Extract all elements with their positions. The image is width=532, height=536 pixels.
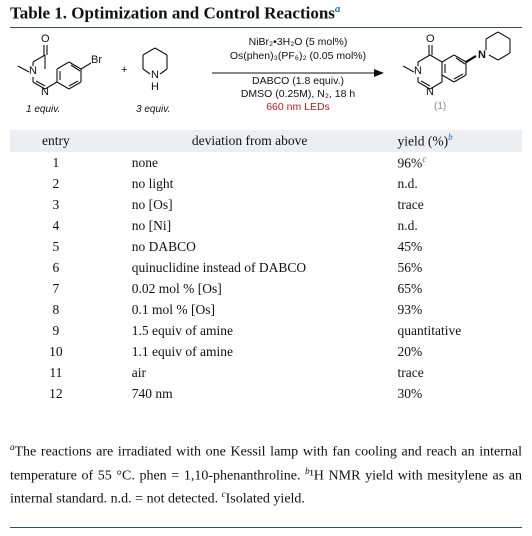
header-yield: [398, 130, 522, 152]
table-row: [10, 152, 522, 173]
product-label: (1): [434, 101, 447, 112]
cell-deviation: no light: [131, 175, 174, 191]
cell-deviation: no [Ni]: [131, 217, 172, 233]
table-row: [10, 215, 522, 236]
cell-entry: 4: [52, 217, 60, 233]
table-row: [10, 257, 522, 278]
table-row: [10, 320, 522, 341]
table-footnotes: [10, 438, 522, 509]
cell-deviation: 0.02 mol % [Os]: [131, 280, 222, 296]
header-entry: entry: [42, 133, 70, 148]
cell-yield-value: 96%: [397, 155, 423, 171]
cell-deviation: quinuclidine instead of DABCO: [131, 259, 307, 275]
table-title: [10, 3, 340, 24]
condition-light: 660 nm LEDs: [266, 101, 330, 113]
cell-yield: 56%: [397, 259, 423, 275]
cell-entry: 7: [52, 280, 60, 296]
table-row: [10, 299, 522, 320]
condition-catalyst-os: Os(phen)₃(PF₆)₂ (0.05 mol%): [229, 50, 367, 62]
header-deviation: deviation from above: [191, 133, 308, 148]
bottom-rule: [10, 527, 522, 528]
cell-yield: quantitative: [397, 322, 462, 338]
cell-yield: n.d.: [397, 175, 418, 191]
cell-entry: 5: [52, 238, 60, 254]
cell-entry: 10: [49, 343, 63, 359]
footnote-b-text: ¹H NMR yield with mesitylene as an internal standard. n.d. = not detected.: [10, 468, 522, 507]
r1-amount: 1 equiv.: [26, 104, 61, 115]
r2-amount: 3 equiv.: [136, 104, 171, 115]
table-header-row: [10, 130, 522, 152]
cell-entry: 11: [49, 364, 63, 380]
table-row: [10, 341, 522, 362]
cell-deviation: 1.1 equiv of amine: [131, 343, 234, 359]
condition-solvent: DMSO (0.25M), N₂, 18 h: [240, 88, 356, 100]
cell-entry: 8: [52, 301, 60, 317]
plus-sign: +: [121, 64, 128, 76]
product-structure: [403, 32, 510, 89]
cell-yield-footnote: c: [422, 153, 427, 164]
footnote-a-text: The reactions are irradiated with one Kessil lamp with fan cooling and reach an internal temperature of 55 °C. phen = 1,10-phenanthroline.: [10, 444, 522, 484]
table-row: [10, 173, 522, 194]
cell-yield: 93%: [397, 301, 423, 317]
r1-n3-label: N: [29, 65, 37, 77]
cell-yield: 20%: [397, 343, 423, 359]
footnote-c-text: Isolated yield.: [225, 491, 305, 507]
cell-entry: 6: [52, 259, 60, 275]
cell-deviation: none: [131, 154, 159, 170]
cell-yield: trace: [397, 196, 424, 212]
r1-n1-label: N: [41, 86, 49, 98]
cell-deviation: 740 nm: [131, 385, 173, 401]
cell-yield: 30%: [397, 385, 423, 401]
cell-deviation: 0.1 mol % [Os]: [131, 301, 216, 317]
cell-entry: 3: [52, 196, 60, 212]
cell-entry: 12: [49, 385, 63, 401]
table-title-text: Table 1. Optimization and Control Reactions: [10, 3, 335, 23]
table-row: [10, 362, 522, 383]
footnote-a-mark: a: [10, 442, 15, 452]
cell-deviation: no DABCO: [131, 238, 196, 254]
cell-yield: 65%: [397, 280, 423, 296]
footnote-b-mark: b: [305, 465, 310, 476]
title-footnote-mark: a: [334, 3, 341, 15]
cell-yield: 45%: [397, 238, 423, 254]
table-row: [10, 194, 522, 215]
condition-catalyst-ni: NiBr₂•3H₂O (5 mol%): [248, 36, 348, 48]
header-yield-text: yield (%): [397, 133, 449, 149]
table-row: [10, 278, 522, 299]
r2-nitrogen-label: N: [151, 69, 159, 81]
table-row: [10, 236, 522, 257]
p-n3-label: N: [414, 65, 422, 77]
cell-entry: 2: [52, 175, 60, 191]
cell-yield: trace: [397, 364, 424, 380]
header-yield-footnote: b: [448, 132, 453, 143]
p-n1-label: N: [426, 86, 434, 98]
r2-hydrogen-label: H: [151, 81, 159, 93]
optimization-table: [10, 130, 522, 404]
condition-base: DABCO (1.8 equiv.): [251, 75, 344, 87]
p-piperidine-n-label: N: [478, 49, 486, 61]
reaction-scheme: [0, 28, 532, 128]
cell-deviation: no [Os]: [131, 196, 173, 212]
footnote-c-mark: c: [221, 489, 226, 500]
table-row: [10, 383, 522, 404]
r1-oxygen-label: O: [41, 33, 50, 45]
cell-entry: 1: [52, 154, 60, 170]
r1-bromine-label: Br: [91, 54, 102, 66]
cell-yield: n.d.: [397, 217, 418, 233]
cell-deviation: 1.5 equiv of amine: [131, 322, 234, 338]
cell-yield: [398, 152, 522, 173]
cell-entry: 9: [52, 322, 60, 338]
cell-deviation: air: [131, 364, 147, 380]
p-oxygen-label: O: [426, 33, 435, 45]
